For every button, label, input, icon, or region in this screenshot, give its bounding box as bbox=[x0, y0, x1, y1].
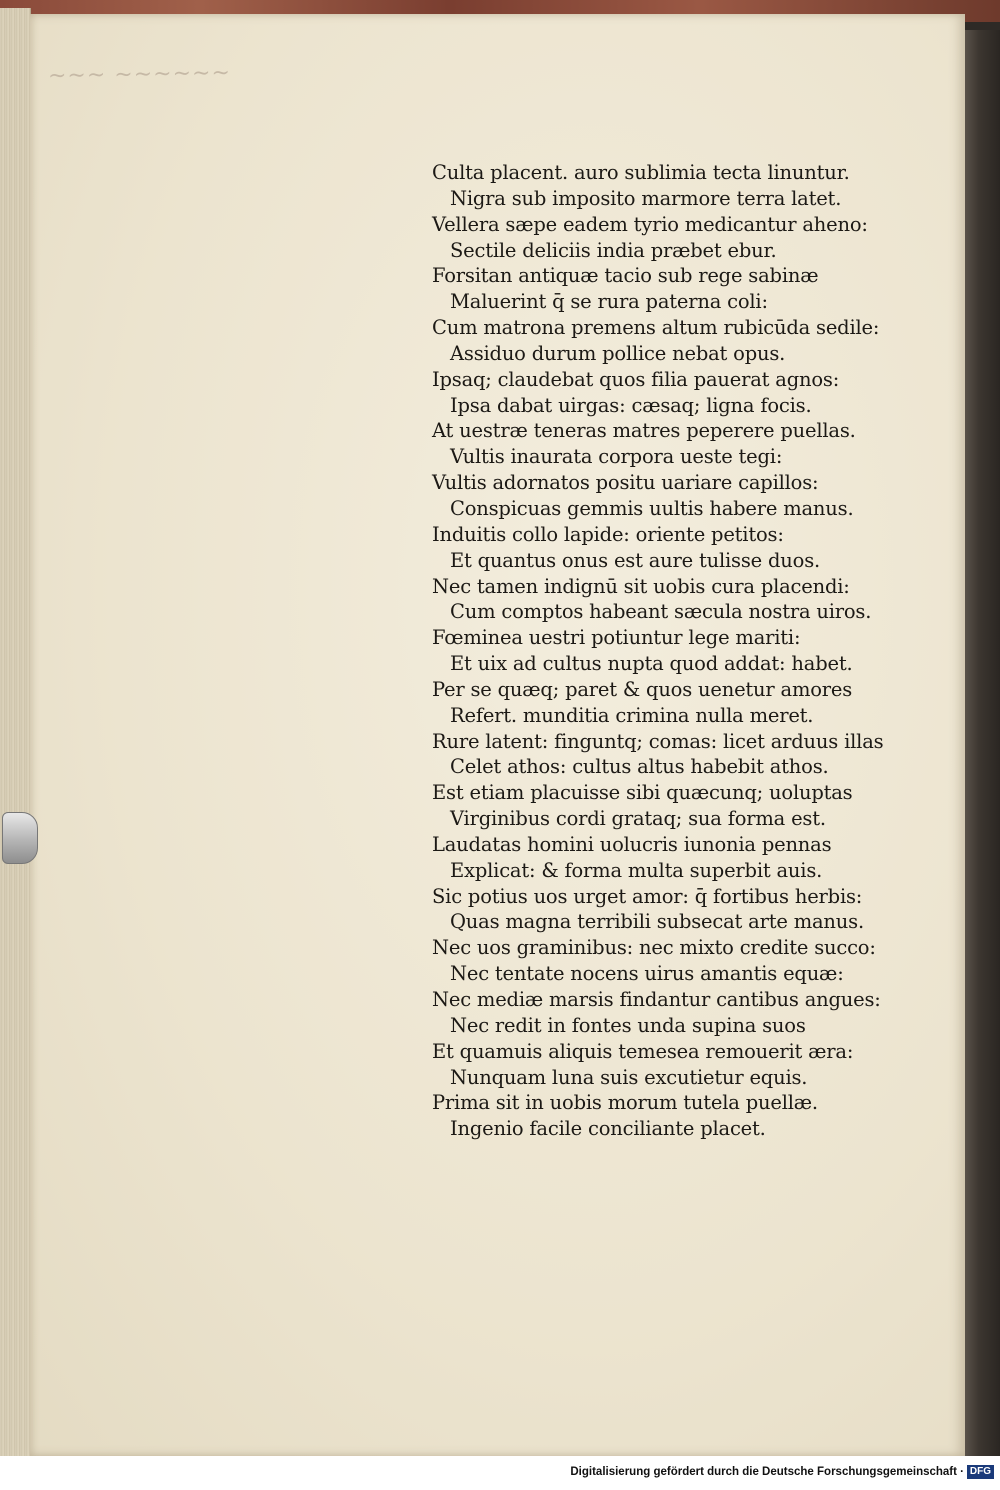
poem-line: Ipsaq; claudebat quos filia pauerat agnos: bbox=[432, 367, 840, 391]
poem-line: Nunquam luna suis excutietur equis. bbox=[450, 1065, 808, 1089]
poem-line: Et uix ad cultus nupta quod addat: habet. bbox=[450, 652, 853, 676]
poem-line: Sic potius uos urget amor: q̄ fortibus herbis: bbox=[432, 884, 863, 908]
poem-line: Prima sit in uobis morum tutela puellæ. bbox=[432, 1091, 818, 1115]
poem-line: Et quamuis aliquis temesea remouerit æra: bbox=[432, 1039, 854, 1063]
poem-line: Quas magna terribili subsecat arte manus. bbox=[450, 910, 864, 934]
poem-line: Maluerint q̄ se rura paterna coli: bbox=[450, 290, 768, 314]
poem-line: Vultis inaurata corpora ueste tegi: bbox=[450, 445, 783, 469]
poem-line: Sectile deliciis india præbet ebur. bbox=[450, 238, 777, 262]
poem-line: Est etiam placuisse sibi quæcunq; uoluptas bbox=[432, 781, 853, 805]
poem-line: Virginibus cordi grataq; sua forma est. bbox=[450, 807, 826, 831]
page-edges bbox=[0, 8, 31, 1456]
poem-line: Vellera sæpe eadem tyrio medicantur aheno: bbox=[432, 212, 868, 236]
footer-credit: Digitalisierung gefördert durch die Deutsche Forschungsgemeinschaft · bbox=[570, 1466, 964, 1478]
poem-line: Forsitan antiquæ tacio sub rege sabinæ bbox=[432, 264, 819, 288]
poem-line: Fœminea uestri potiuntur lege mariti: bbox=[432, 626, 801, 650]
poem-line: Nec uos graminibus: nec mixto credite succo: bbox=[432, 936, 876, 960]
poem-line: Ipsa dabat uirgas: cæsaq; ligna focis. bbox=[450, 393, 812, 417]
poem-line: Refert. munditia crimina nulla meret. bbox=[450, 703, 814, 727]
poem-line: Assiduo durum pollice nebat opus. bbox=[450, 341, 786, 365]
poem-text-block bbox=[388, 160, 908, 1142]
poem-line: Nec tamen indignū sit uobis cura placendi: bbox=[432, 574, 850, 598]
facing-page-edge bbox=[965, 30, 1000, 1456]
poem-line: Explicat: & forma multa superbit auis. bbox=[450, 858, 823, 882]
poem-line: Per se quæq; paret & quos uenetur amores bbox=[432, 677, 853, 701]
footer-bar bbox=[0, 1456, 1000, 1490]
poem-line: Nec tentate nocens uirus amantis equæ: bbox=[450, 962, 844, 986]
poem-line: Ingenio facile conciliante placet. bbox=[450, 1117, 766, 1141]
poem-line: Vultis adornatos positu uariare capillos: bbox=[432, 471, 819, 495]
poem-line: Culta placent. auro sublimia tecta linuntur. bbox=[432, 161, 850, 184]
handwritten-annotation: ~~~ ~~~~~~ bbox=[47, 60, 232, 89]
poem-line: Cum matrona premens altum rubicūda sedile: bbox=[432, 316, 880, 340]
poem-line: Rure latent: finguntq; comas: licet arduus illas bbox=[432, 729, 884, 753]
poem-line: Induitis collo lapide: oriente petitos: bbox=[432, 522, 784, 546]
poem-line: Nigra sub imposito marmore terra latet. bbox=[450, 186, 842, 210]
poem-line: Nec redit in fontes unda supina suos bbox=[450, 1013, 806, 1037]
poem-line: At uestræ teneras matres peperere puellas. bbox=[432, 419, 856, 443]
poem-line: Cum comptos habeant sæcula nostra uiros. bbox=[450, 600, 872, 624]
poem-line: Conspicuas gemmis uultis habere manus. bbox=[450, 496, 854, 520]
page-clip bbox=[2, 812, 38, 864]
dfg-logo-icon: DFG bbox=[967, 1465, 994, 1479]
poem-line: Et quantus onus est aure tulisse duos. bbox=[450, 548, 820, 572]
poem-line: Nec mediæ marsis findantur cantibus angues: bbox=[432, 988, 881, 1011]
poem-line: Celet athos: cultus altus habebit athos. bbox=[450, 755, 829, 779]
poem-line: Laudatas homini uolucris iunonia pennas bbox=[432, 832, 832, 856]
